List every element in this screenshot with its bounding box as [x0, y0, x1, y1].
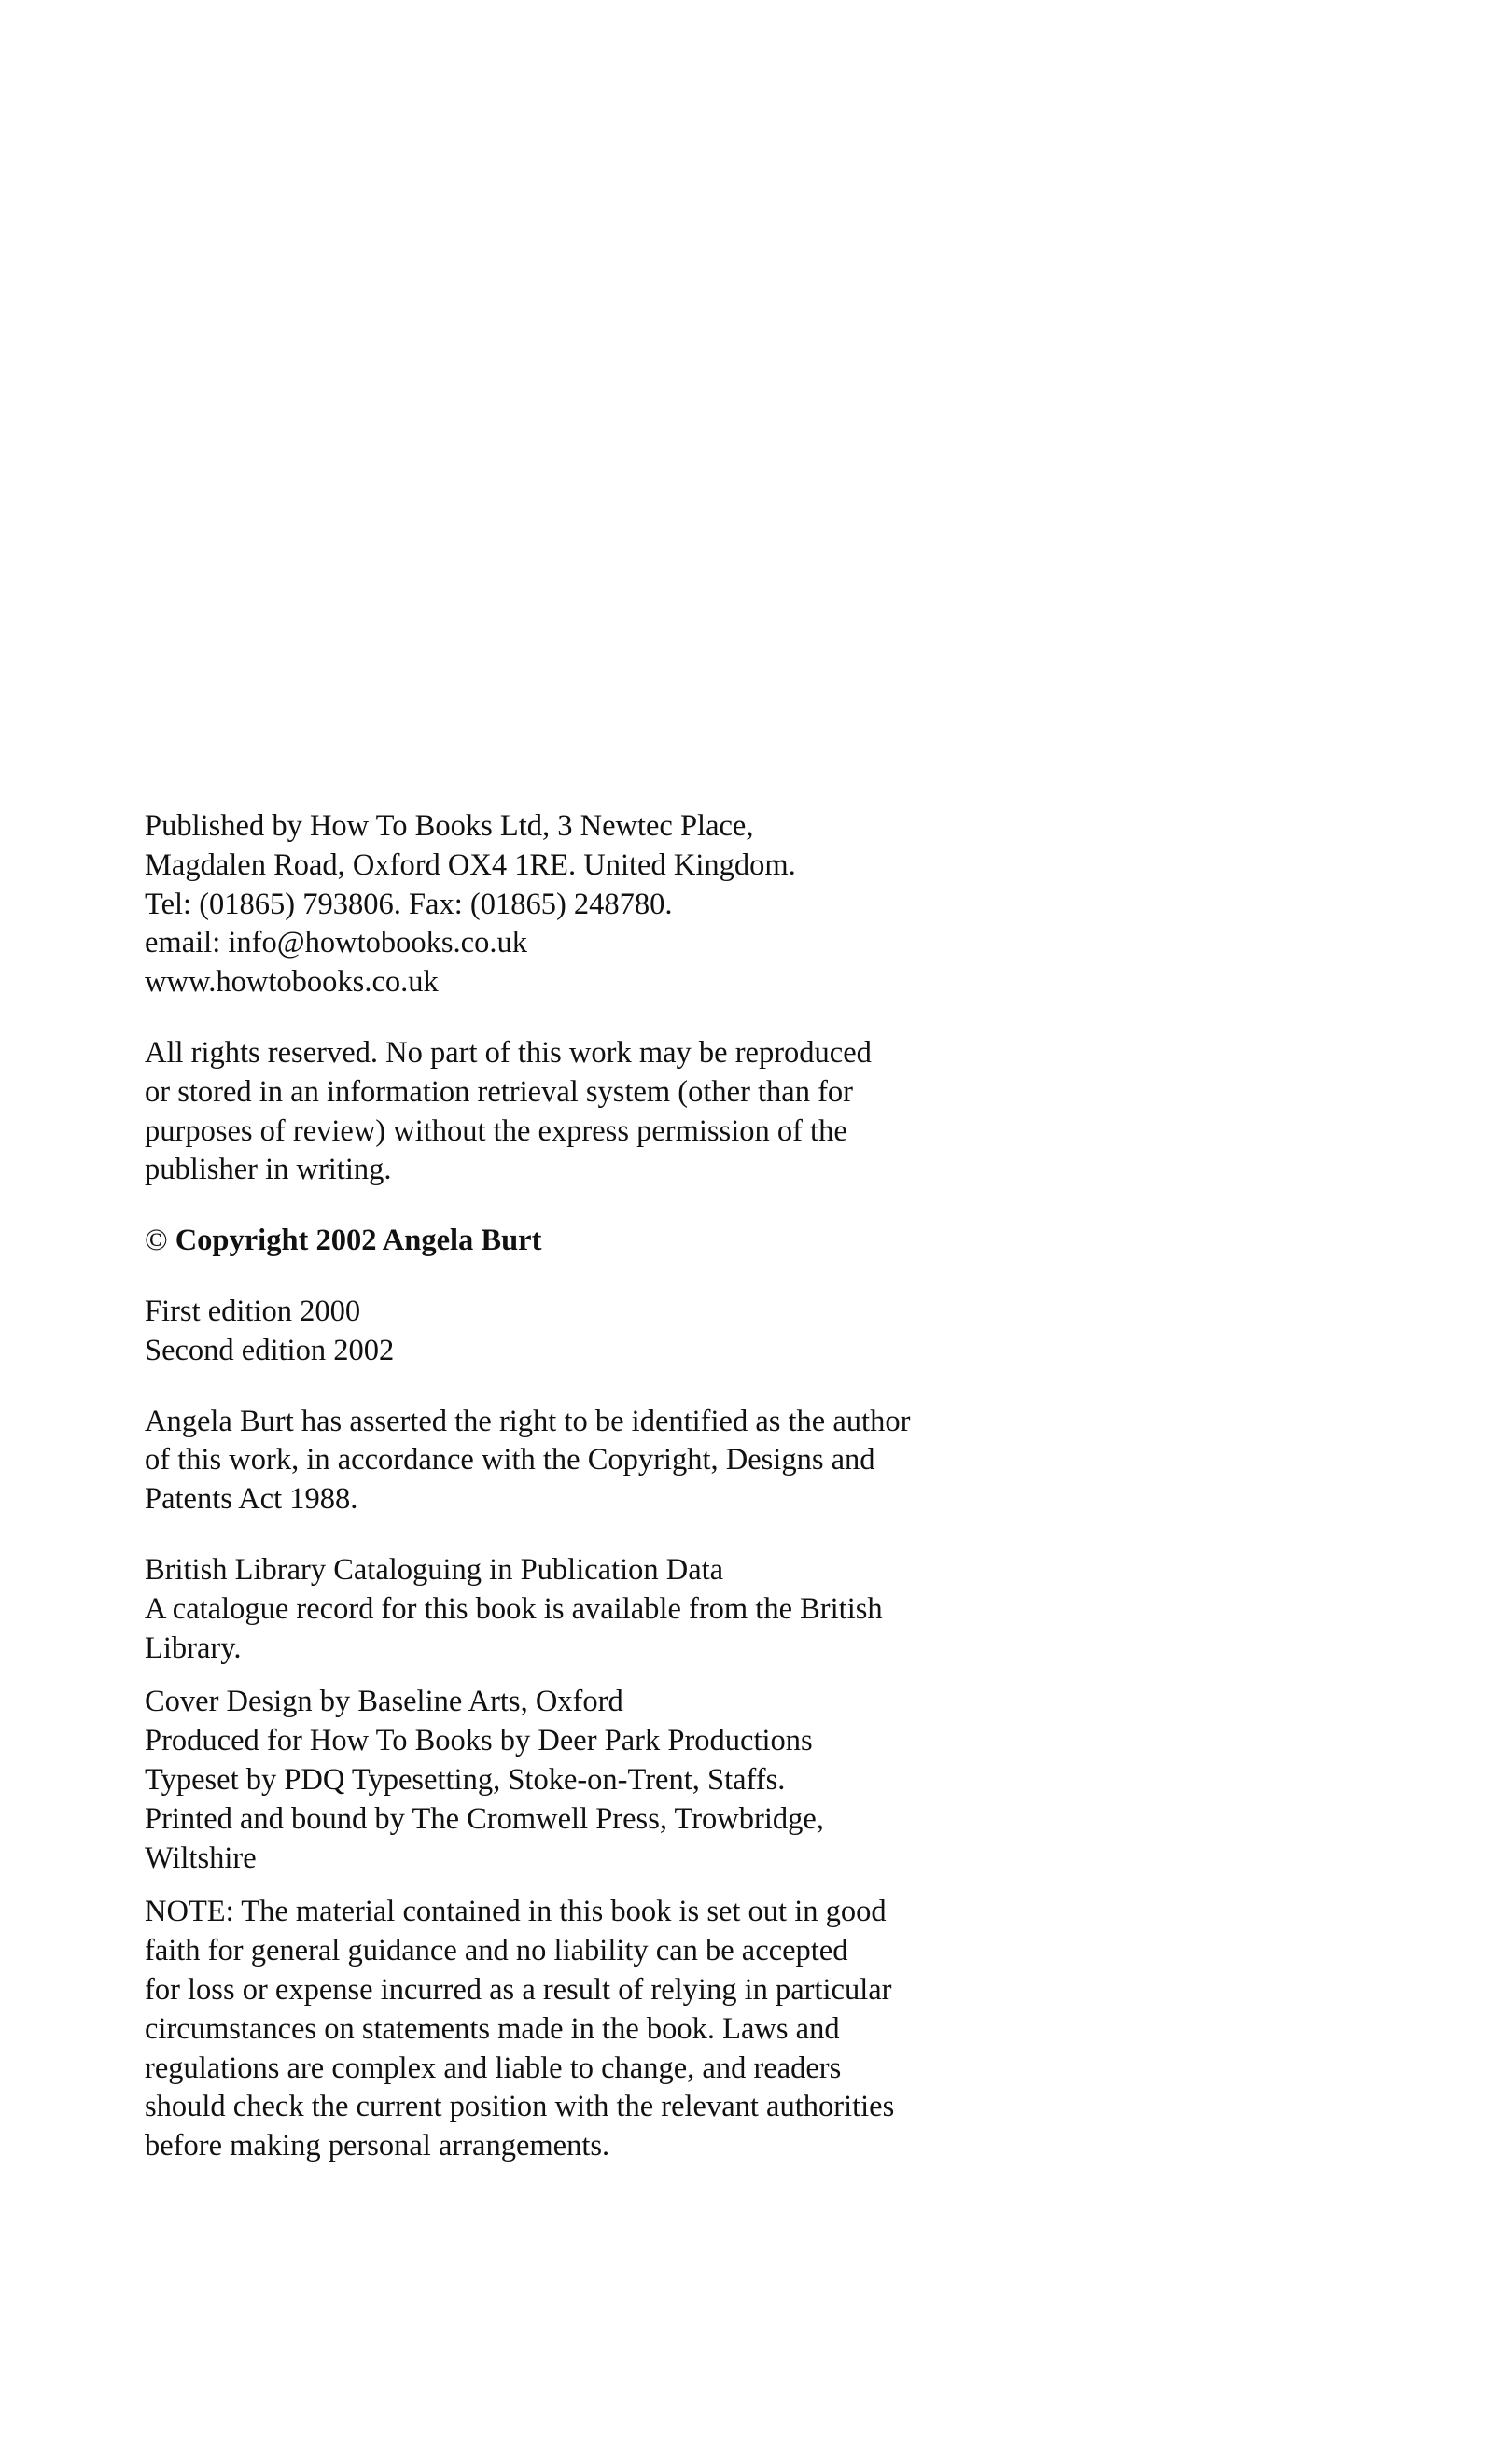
note-line: faith for general guidance and no liability can be accepted — [145, 1934, 848, 1968]
spacer — [145, 1878, 1078, 1893]
copyright-line — [145, 1222, 1078, 1261]
note-line: circumstances on statements made in the book. Laws and — [145, 2011, 840, 2046]
copyright-notice — [145, 1222, 1078, 1261]
publisher-line: Published by How To Books Ltd, 3 Newtec Place, — [145, 809, 754, 843]
imprint-text-block — [145, 807, 1078, 2166]
publisher-line: Magdalen Road, Oxford OX4 1RE. United Kingdom. — [145, 847, 796, 882]
copyright-symbol-icon: © — [145, 1224, 168, 1258]
rights-statement — [145, 1034, 1078, 1190]
spacer — [145, 1519, 1078, 1551]
spacer — [145, 1261, 1078, 1293]
production-line: Wiltshire — [145, 1841, 257, 1875]
production-line: Printed and bound by The Cromwell Press, Trowbridge, — [145, 1801, 824, 1836]
rights-line: publisher in writing. — [145, 1153, 392, 1187]
publisher-address — [145, 807, 1078, 1002]
spacer — [145, 1371, 1078, 1403]
note-line: should check the current position with the relevant authorities — [145, 2090, 895, 2124]
edition-line: First edition 2000 — [145, 1294, 361, 1328]
disclaimer-note — [145, 1893, 1078, 2166]
production-credits — [145, 1683, 1078, 1878]
edition-line: Second edition 2002 — [145, 1333, 395, 1367]
catalogue-line: Library. — [145, 1631, 242, 1665]
edition-history — [145, 1293, 1078, 1371]
publisher-website: www.howtobooks.co.uk — [145, 965, 439, 1000]
catalogue-line: British Library Cataloguing in Publication Data — [145, 1552, 724, 1587]
catalogue-line: A catalogue record for this book is available from the British — [145, 1591, 883, 1626]
note-line: before making personal arrangements. — [145, 2129, 610, 2163]
assertion-line: Patents Act 1988. — [145, 1482, 358, 1517]
author-assertion — [145, 1403, 1078, 1519]
catalogue-data — [145, 1551, 1078, 1668]
rights-line: All rights reserved. No part of this work may be reproduced — [145, 1035, 872, 1070]
note-line: NOTE: The material contained in this book is set out in good — [145, 1895, 887, 1929]
assertion-line: of this work, in accordance with the Copyright, Designs and — [145, 1443, 875, 1477]
production-line: Cover Design by Baseline Arts, Oxford — [145, 1685, 623, 1719]
publisher-email: email: info@howtobooks.co.uk — [145, 926, 527, 960]
note-line: for loss or expense incurred as a result of relying in particular — [145, 1972, 892, 2007]
rights-line: or stored in an information retrieval system (other than for — [145, 1074, 854, 1109]
publisher-line: Tel: (01865) 793806. Fax: (01865) 248780. — [145, 887, 673, 921]
rights-line: purposes of review) without the express permission of the — [145, 1113, 847, 1148]
note-line: regulations are complex and liable to change, and readers — [145, 2051, 842, 2085]
spacer — [145, 1668, 1078, 1683]
assertion-line: Angela Burt has asserted the right to be identified as the author — [145, 1404, 911, 1438]
copyright-text: Copyright 2002 Angela Burt — [175, 1224, 542, 1258]
production-line: Typeset by PDQ Typesetting, Stoke-on-Trent, Staffs. — [145, 1762, 786, 1797]
production-line: Produced for How To Books by Deer Park Productions — [145, 1724, 813, 1758]
spacer — [145, 1002, 1078, 1034]
spacer — [145, 1190, 1078, 1222]
